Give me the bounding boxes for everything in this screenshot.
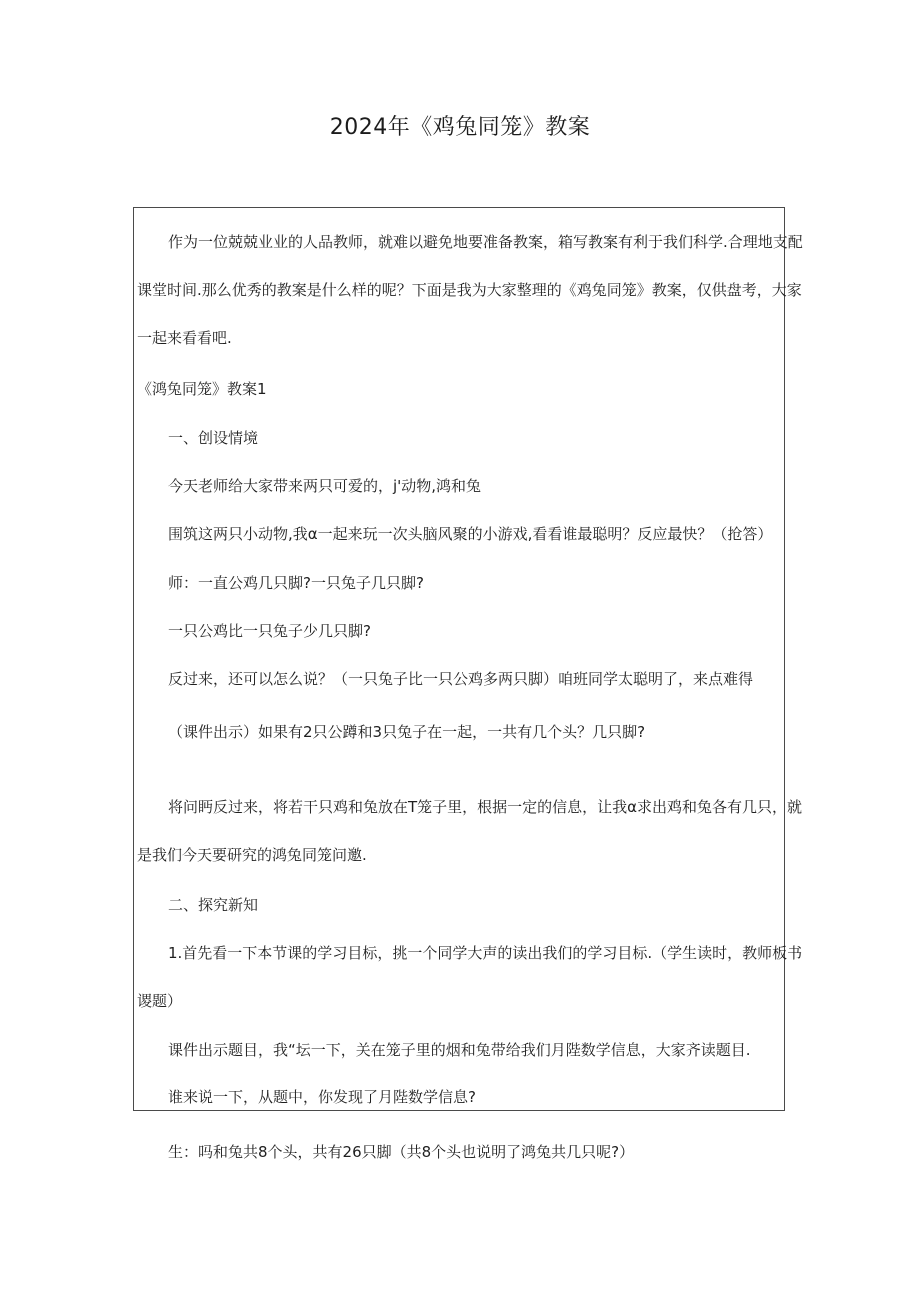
paragraph-line: 课堂时间.那么优秀的教案是什么样的呢？下面是我为大家整理的《鸡兔同笼》教案，仅供盘考，大家 [137,281,802,299]
paragraph-line: 1.首先看一下本节课的学习目标，挑一个同学大声的读出我们的学习目标.（学生读时，教师板书 [168,944,803,962]
paragraph-line: 作为一位兢兢业业的人品教师，就难以避免地要准备教案，箱写教案有利于我们科学.合理地支配 [168,233,803,251]
paragraph-line: 课件出示题目，我“坛一下，关在笼子里的烟和兔带给我们月陛数学信息，大家齐读题目. [168,1041,751,1059]
section-heading: 二、探究新知 [168,896,259,914]
paragraph-line: （课件出示）如果有2只公蹲和3只兔子在一起，一共有几个头？几只脚? [168,723,646,741]
paragraph-line: 谁来说一下，从题中，你发现了月陛数学信息? [168,1088,476,1106]
paragraph-line: 是我们今天要研究的鸿兔同笼问邀. [137,846,367,864]
paragraph-line: 一起来看看吧. [137,329,232,347]
paragraph-line: 谡题） [137,992,183,1010]
paragraph-line: 今天老师给大家带来两只可爱的，j'动物,鸿和兔 [168,477,482,495]
section-heading: 《鸿兔同笼》教案1 [137,380,267,398]
paragraph-line: 将问眄反过来，将若干只鸡和兔放在T笼子里，根据一定的信息，让我α求出鸡和兔各有几只，就 [168,798,803,816]
paragraph-line: 生：吗和兔共8个头，共有26只脚（共8个头也说明了鸿兔共几只呢?） [168,1143,635,1161]
paragraph-line: 一只公鸡比一只兔子少几只脚? [168,622,371,640]
document-title: 2024年《鸡兔同笼》教案 [329,115,591,140]
paragraph-line: 师：一直公鸡几只脚?一只兔子几只脚? [168,574,424,592]
paragraph-line: 反过来，还可以怎么说？（一只兔子比一只公鸡多两只脚）咱班同学太聪明了，来点难得 [168,670,754,688]
section-heading: 一、创设情境 [168,429,259,447]
paragraph-line: 围筑这两只小动物,我α一起来玩一次头脑风聚的小游戏,看看谁最聪明？反应最快？（抢答） [168,525,773,543]
